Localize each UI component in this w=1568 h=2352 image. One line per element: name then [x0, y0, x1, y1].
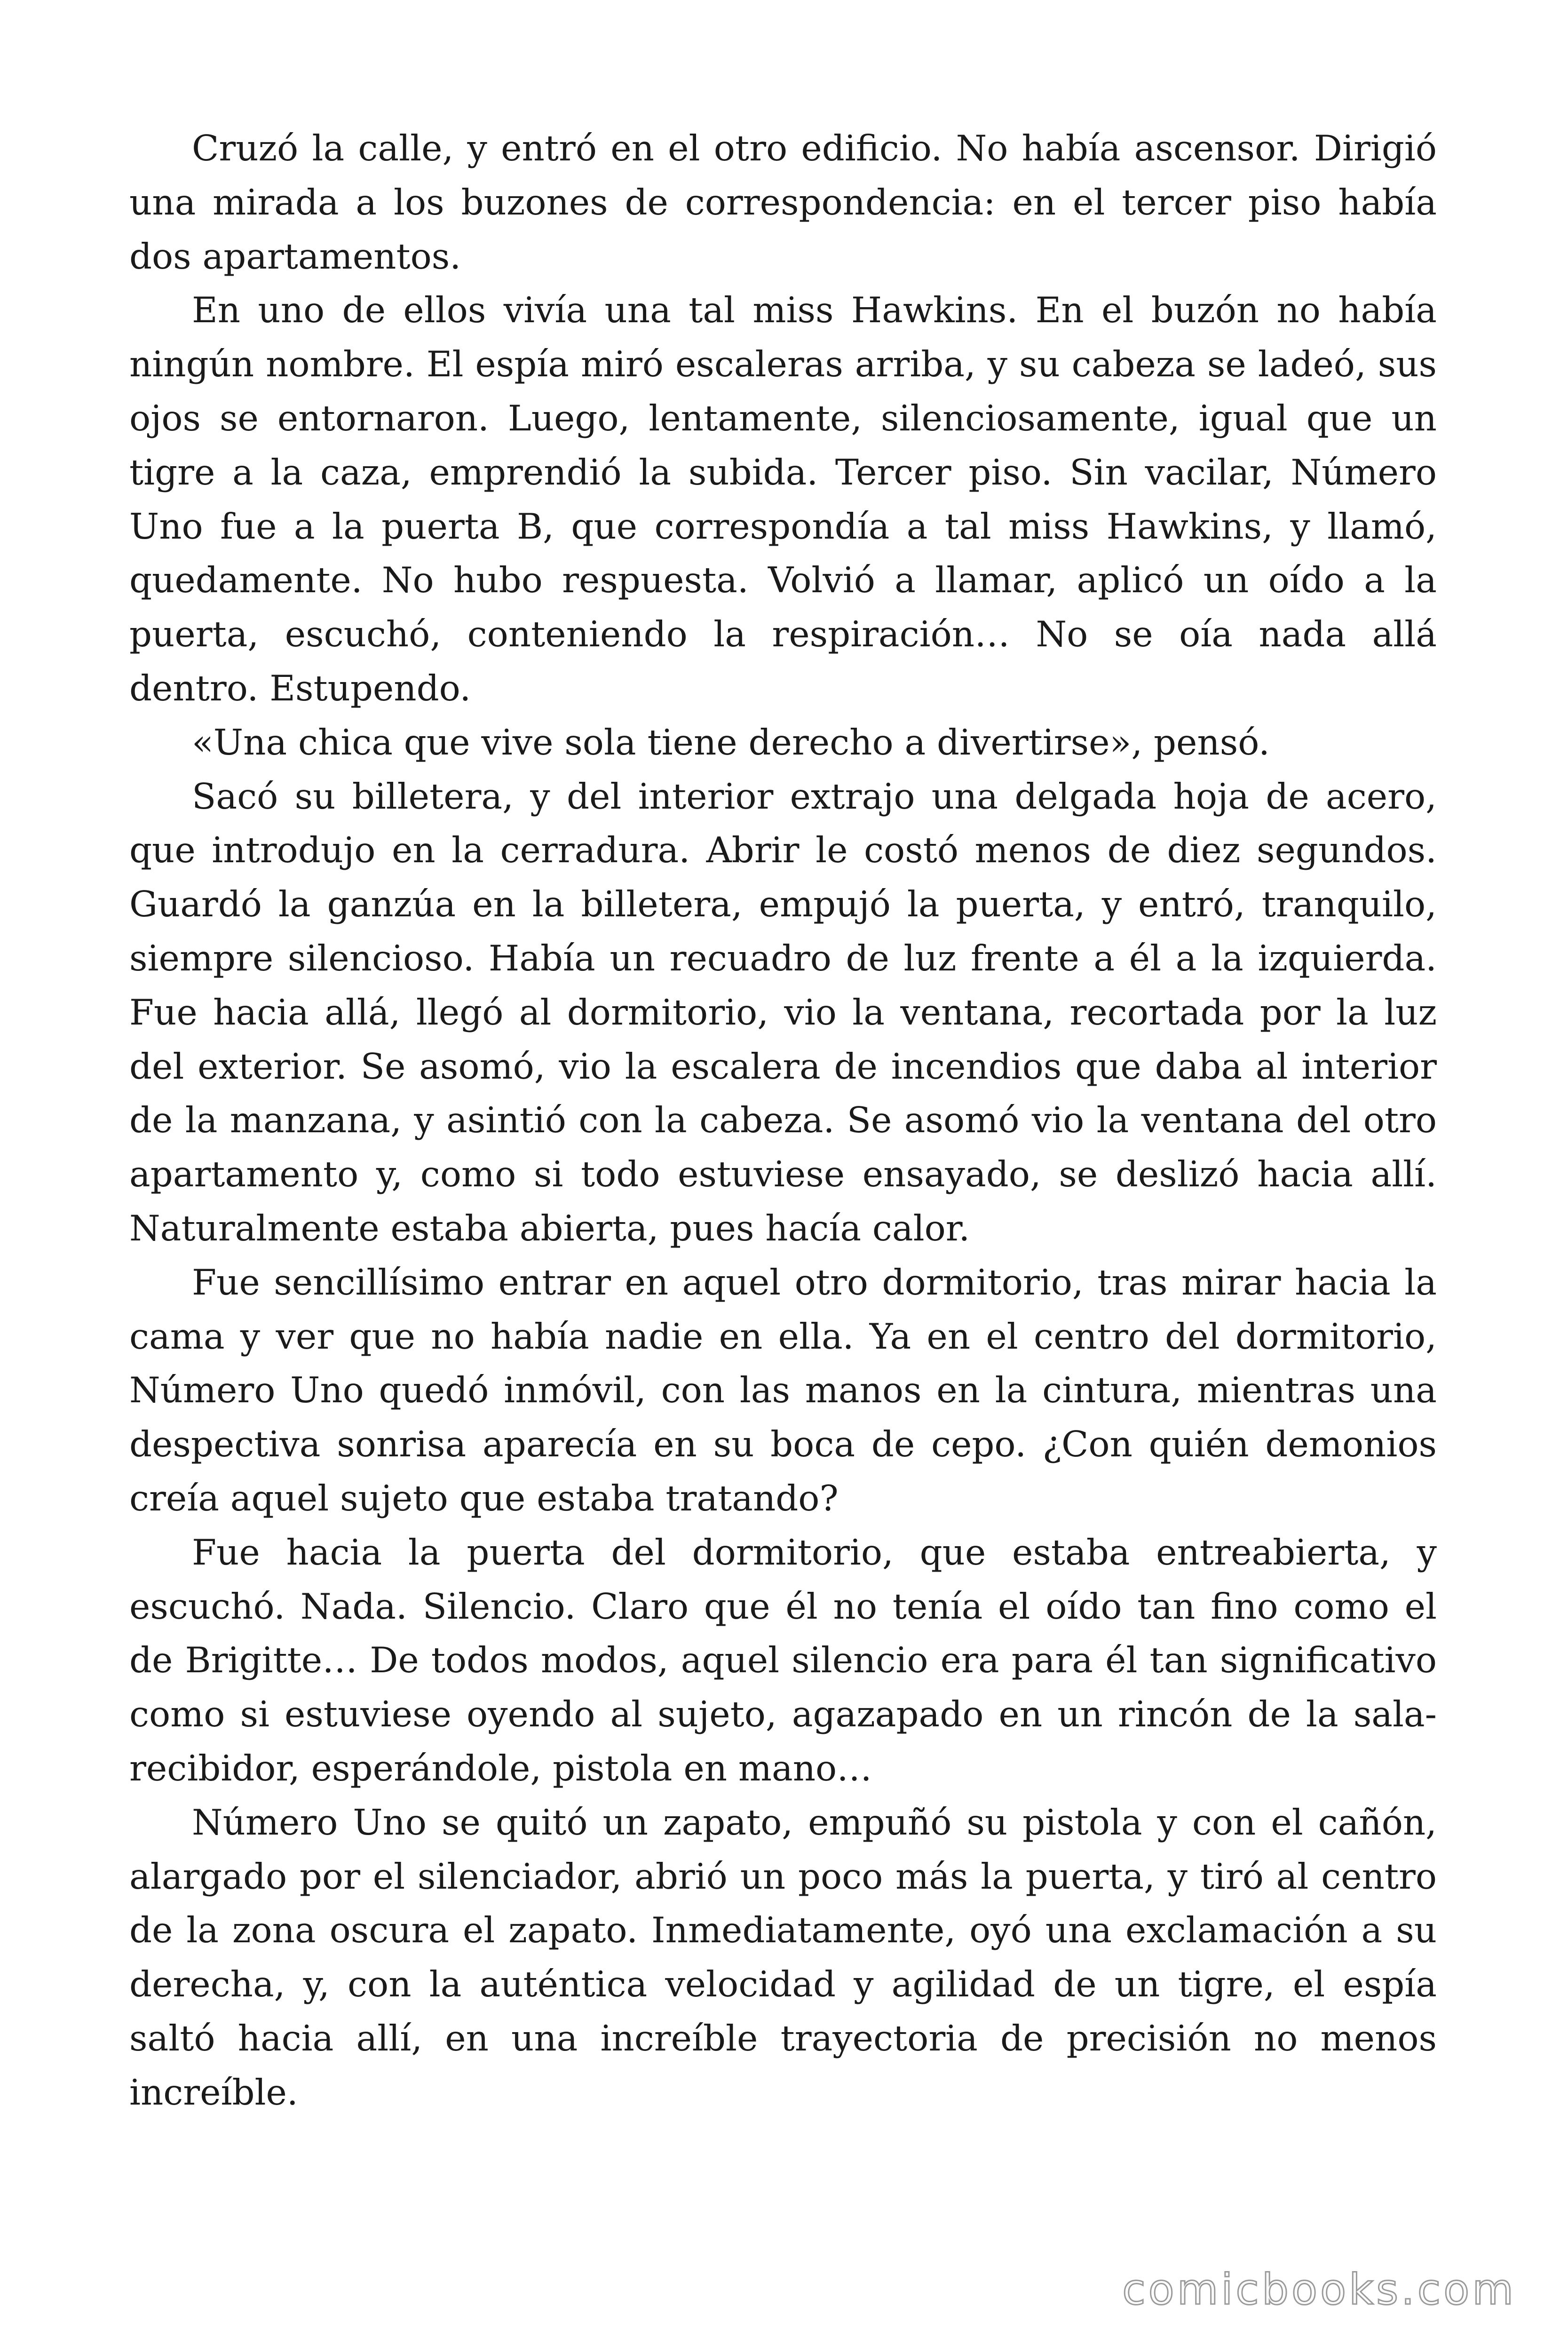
paragraph-5: Fue sencillísimo entrar en aquel otro dormitorio, tras mirar hacia la cama y ver que no había nadie en ella. Ya en el centro del dormitorio, Número Uno quedó inmóvil, con las manos en la cintura, mientras una despectiva sonrisa aparecía en su boca de cepo. ¿Con quién demonios creía aquel sujeto que estaba tratando?: [129, 1261, 1437, 1519]
paragraph-6: Fue hacia la puerta del dormitorio, que estaba entreabierta, y escuchó. Nada. Silencio. Claro que él no tenía el oído tan fino como el de Brigitte… De todos modos, aquel silencio era para él tan significativo como si estuviese oyendo al sujeto, agazapado en un rincón de la sala-recibidor, esperándole, pistola en mano…: [129, 1531, 1437, 1789]
paragraph-2: En uno de ellos vivía una tal miss Hawkins. En el buzón no había ningún nombre. El espía miró escaleras arriba, y su cabeza se ladeó, sus ojos se entornaron. Luego, lentamente, silenciosamente, igual que un tigre a la caza, emprendió la subida. Tercer piso. Sin vacilar, Número Uno fue a la puerta B, que correspondía a tal miss Hawkins, y llamó, quedamente. No hubo respuesta. Volvió a llamar, aplicó un oído a la puerta, escuchó, conteniendo la respiración… No se oía nada allá dentro. Estupendo.: [129, 289, 1437, 709]
paragraph-3: «Una chica que vive sola tiene derecho a divertirse», pensó.: [192, 721, 1270, 763]
paragraph-1: Cruzó la calle, y entró en el otro edificio. No había ascensor. Dirigió una mirada a los buzones de correspondencia: en el tercer piso había dos apartamentos.: [129, 127, 1437, 277]
paragraph-4: Sacó su billetera, y del interior extrajo una delgada hoja de acero, que introdujo en la cerradura. Abrir le costó menos de diez segundos. Guardó la ganzúa en la billetera, empujó la puerta, y entró, tranquilo, siempre silencioso. Había un recuadro de luz frente a él a la izquierda. Fue hacia allá, llegó al dormitorio, vio la ventana, recortada por la luz del exterior. Se asomó, vio la escalera de incendios que daba al interior de la manzana, y asintió con la cabeza. Se asomó vio la ventana del otro apartamento y, como si todo estuviese ensayado, se deslizó hacia allí. Naturalmente estaba abierta, pues hacía calor.: [129, 775, 1437, 1249]
watermark: comicbooks.com: [1122, 2265, 1516, 2314]
paragraph-7: Número Uno se quitó un zapato, empuñó su pistola y con el cañón, alargado por el silenciador, abrió un poco más la puerta, y tiró al centro de la zona oscura el zapato. Inmediatamente, oyó una exclamación a su derecha, y, con la auténtica velocidad y agilidad de un tigre, el espía saltó hacia allí, en una increíble trayectoria de precisión no menos increíble.: [129, 1801, 1437, 2113]
body-text: [129, 121, 1437, 2119]
